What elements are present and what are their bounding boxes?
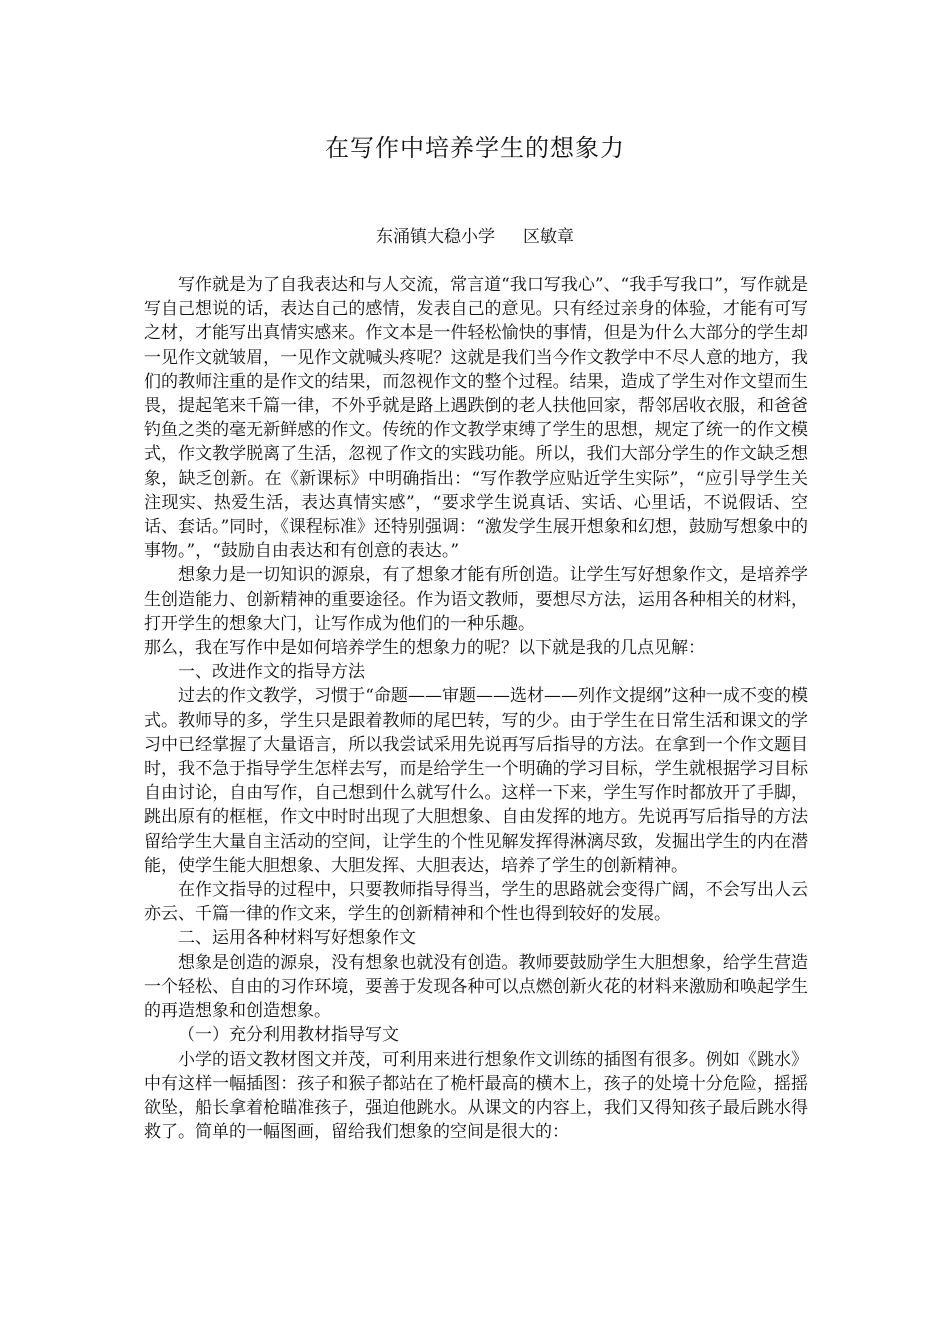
document-title: 在写作中培养学生的想象力: [325, 134, 625, 162]
paragraph: 想象是创造的源泉，没有想象也就没有创造。教师要鼓励学生大胆想象，给学生营造一个轻松、自由的习作环境，要善于发现各种可以点燃创新火花的材料来激励和唤起学生的再造想象和创造想象。: [144, 952, 808, 1022]
paragraph: 小学的语文教材图文并茂，可利用来进行想象作文训练的插图有很多。例如《跳水》中有这样一幅插图：孩子和猴子都站在了桅杆最高的横木上，孩子的处境十分危险，摇摇欲坠，船长拿着枪瞄准孩子，强迫他跳水。从课文的内容上，我们又得知孩子最后跳水得救了。简单的一幅图画，留给我们想象的空间是很大的：: [144, 1049, 808, 1143]
byline: [0, 224, 950, 250]
paragraph: 那么，我在写作中是如何培养学生的想象力的呢？以下就是我的几点见解：: [144, 638, 705, 659]
school-name: 东涌镇大稳小学: [376, 227, 495, 247]
subsection-heading: （一）充分利用教材指导写文: [178, 1025, 399, 1046]
paragraph: 在作文指导的过程中，只要教师指导得当，学生的思路就会变得广阔，不会写出人云亦云、千篇一律的作文来，学生的创新精神和个性也得到较好的发展。: [144, 880, 808, 925]
paragraph: 写作就是为了自我表达和与人交流，常言道“我口写我心”、“我手写我口”，写作就是写自己想说的话，表达自己的感情，发表自己的意见。只有经过亲身的体验，才能有可写之材，才能写出真情实感来。作文本是一件轻松愉快的事情，但是为什么大部分的学生却一见作文就皱眉，一见作文就喊头疼呢？这就是我们当今作文教学中不尽人意的地方，我们的教师注重的是作文的结果，而忽视作文的整个过程。结果，造成了学生对作文望而生畏，提起笔来千篇一律，不外乎就是路上遇跌倒的老人扶他回家，帮邻居收衣服，和爸爸钓鱼之类的毫无新鲜感的作文。传统的作文教学束缚了学生的思想，规定了统一的作文模式，作文教学脱离了生活，忽视了作文的实践功能。所以，我们大部分学生的作文缺乏想象，缺乏创新。在《新课标》中明确指出：“写作教学应贴近学生实际”，“应引导学生关注现实、热爱生活，表达真情实感”，“要求学生说真话、实话、心里话，不说假话、空话、套话。”同时，《课程标准》还特别强调：“激发学生展开想象和幻想，鼓励写想象中的事物。”，“鼓励自由表达和有创意的表达。”: [144, 275, 808, 562]
paragraph: 过去的作文教学，习惯于“命题——审题——选材——列作文提纲”这种一成不变的模式。教师导的多，学生只是跟着教师的尾巴转，写的少。由于学生在日常生活和课文的学习中已经掌握了大量语言，所以我尝试采用先说再写后指导的方法。在拿到一个作文题目时，我不急于指导学生怎样去写，而是给学生一个明确的学习目标，学生就根据学习目标自由讨论，自由写作，自己想到什么就写什么。这样一下来，学生写作时都放开了手脚，跳出原有的框框，作文中时时出现了大胆想象、自由发挥的地方。先说再写后指导的方法留给学生大量自主活动的空间，让学生的个性见解发挥得淋漓尽致，发掘出学生的内在潜能，使学生能大胆想象、大胆发挥、大胆表达，培养了学生的创新精神。: [144, 686, 808, 876]
paragraph: 想象力是一切知识的源泉，有了想象才能有所创造。让学生写好想象作文，是培养学生创造能力、创新精神的重要途径。作为语文教师，要想尽方法，运用各种相关的材料，打开学生的想象大门，让写作成为他们的一种乐趣。: [144, 565, 808, 634]
section-heading: 一、改进作文的指导方法: [178, 662, 365, 683]
section-heading: 二、运用各种材料写好想象作文: [178, 928, 416, 949]
document-body: [144, 273, 808, 1144]
author-name: 区敏章: [523, 227, 574, 247]
